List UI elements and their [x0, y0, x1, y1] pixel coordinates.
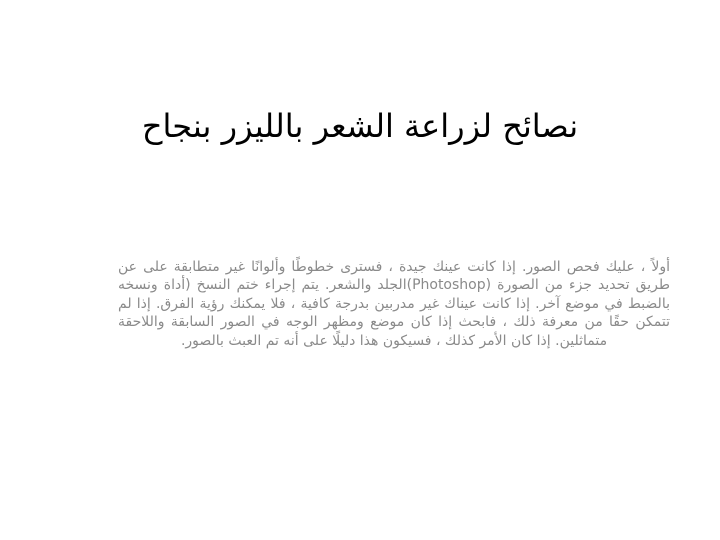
slide-title: نصائح لزراعة الشعر بالليزر بنجاح — [141, 107, 579, 145]
slide-body-text: أولاً ، عليك فحص الصور. إذا كانت عينك جيدة ، فسترى خطوطًا وألوانًا غير متطابقة على عن طريق تحديد جزء من الصورة (Photoshop)الجلد والشعر. يتم إجراء ختم النسخ (أداة ونسخه بالضبط في موضع آخر. إذا كانت عيناك غير مدربين بدرجة كافية ، فلا يمكنك رؤية الفرق. إذا لم تتمكن حقًا من معرفة ذلك ، فابحث إذا كان موضع ومظهر الوجه في الصور السابقة واللاحقة متماثلين. إذا كان الأمر كذلك ، فسيكون هذا دليلًا على أنه تم العبث بالصور. — [118, 259, 671, 349]
